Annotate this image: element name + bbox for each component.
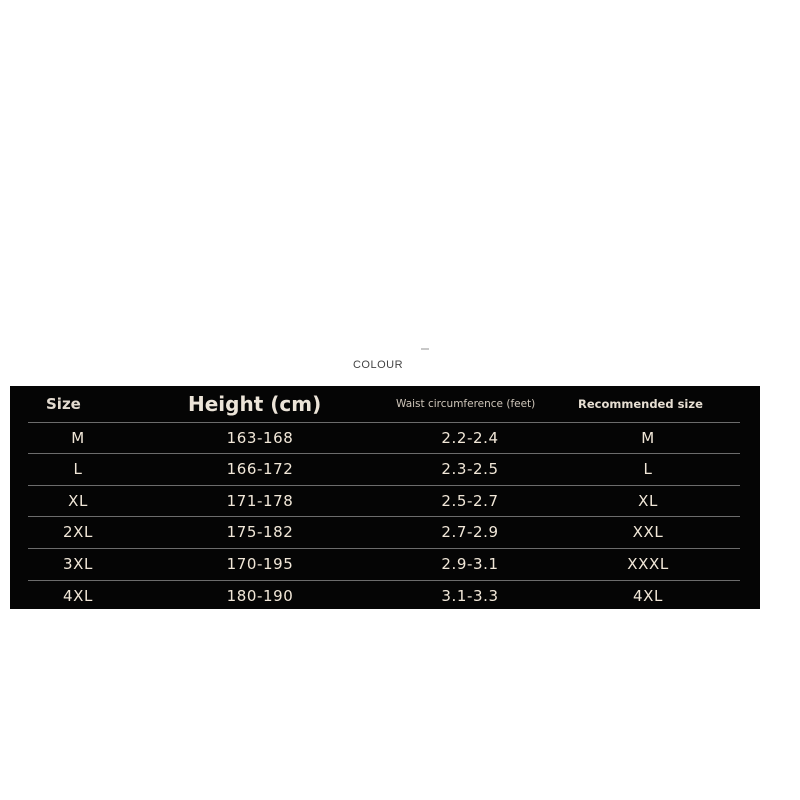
colour-label: COLOUR — [352, 359, 404, 371]
cell-height: 171-178 — [226, 492, 294, 510]
cell-waist: 2.2-2.4 — [441, 429, 499, 447]
size-chart-table — [10, 386, 760, 609]
cell-waist: 2.5-2.7 — [441, 492, 499, 510]
table-row — [28, 422, 740, 453]
cell-recommended-size: XXXL — [627, 555, 669, 573]
colour-decoration-mark — [421, 348, 429, 350]
header-recommended-size: Recommended size — [578, 397, 703, 411]
cell-recommended-size: XL — [638, 492, 658, 510]
cell-recommended-size: M — [641, 429, 655, 447]
header-size: Size — [46, 395, 81, 413]
cell-recommended-size: XXL — [632, 523, 664, 541]
cell-size: M — [71, 429, 85, 447]
cell-waist: 3.1-3.3 — [441, 587, 499, 605]
cell-height: 166-172 — [226, 460, 294, 478]
table-row — [28, 516, 740, 547]
cell-size: 4XL — [63, 587, 93, 605]
cell-size: 2XL — [63, 523, 93, 541]
cell-height: 170-195 — [226, 555, 294, 573]
cell-size: 3XL — [63, 555, 93, 573]
header-waist: Waist circumference (feet) — [396, 398, 536, 410]
table-row — [28, 485, 740, 516]
cell-waist: 2.7-2.9 — [441, 523, 499, 541]
cell-height: 175-182 — [226, 523, 294, 541]
cell-height: 163-168 — [226, 429, 294, 447]
cell-recommended-size: 4XL — [633, 587, 663, 605]
table-header-row — [10, 386, 760, 422]
cell-waist: 2.9-3.1 — [441, 555, 499, 573]
cell-recommended-size: L — [643, 460, 653, 478]
cell-size: L — [73, 460, 83, 478]
cell-height: 180-190 — [226, 587, 294, 605]
cell-size: XL — [68, 492, 88, 510]
cell-waist: 2.3-2.5 — [441, 460, 499, 478]
header-height: Height (cm) — [188, 392, 322, 416]
table-row — [28, 453, 740, 484]
table-row — [28, 580, 740, 611]
table-row — [28, 548, 740, 579]
